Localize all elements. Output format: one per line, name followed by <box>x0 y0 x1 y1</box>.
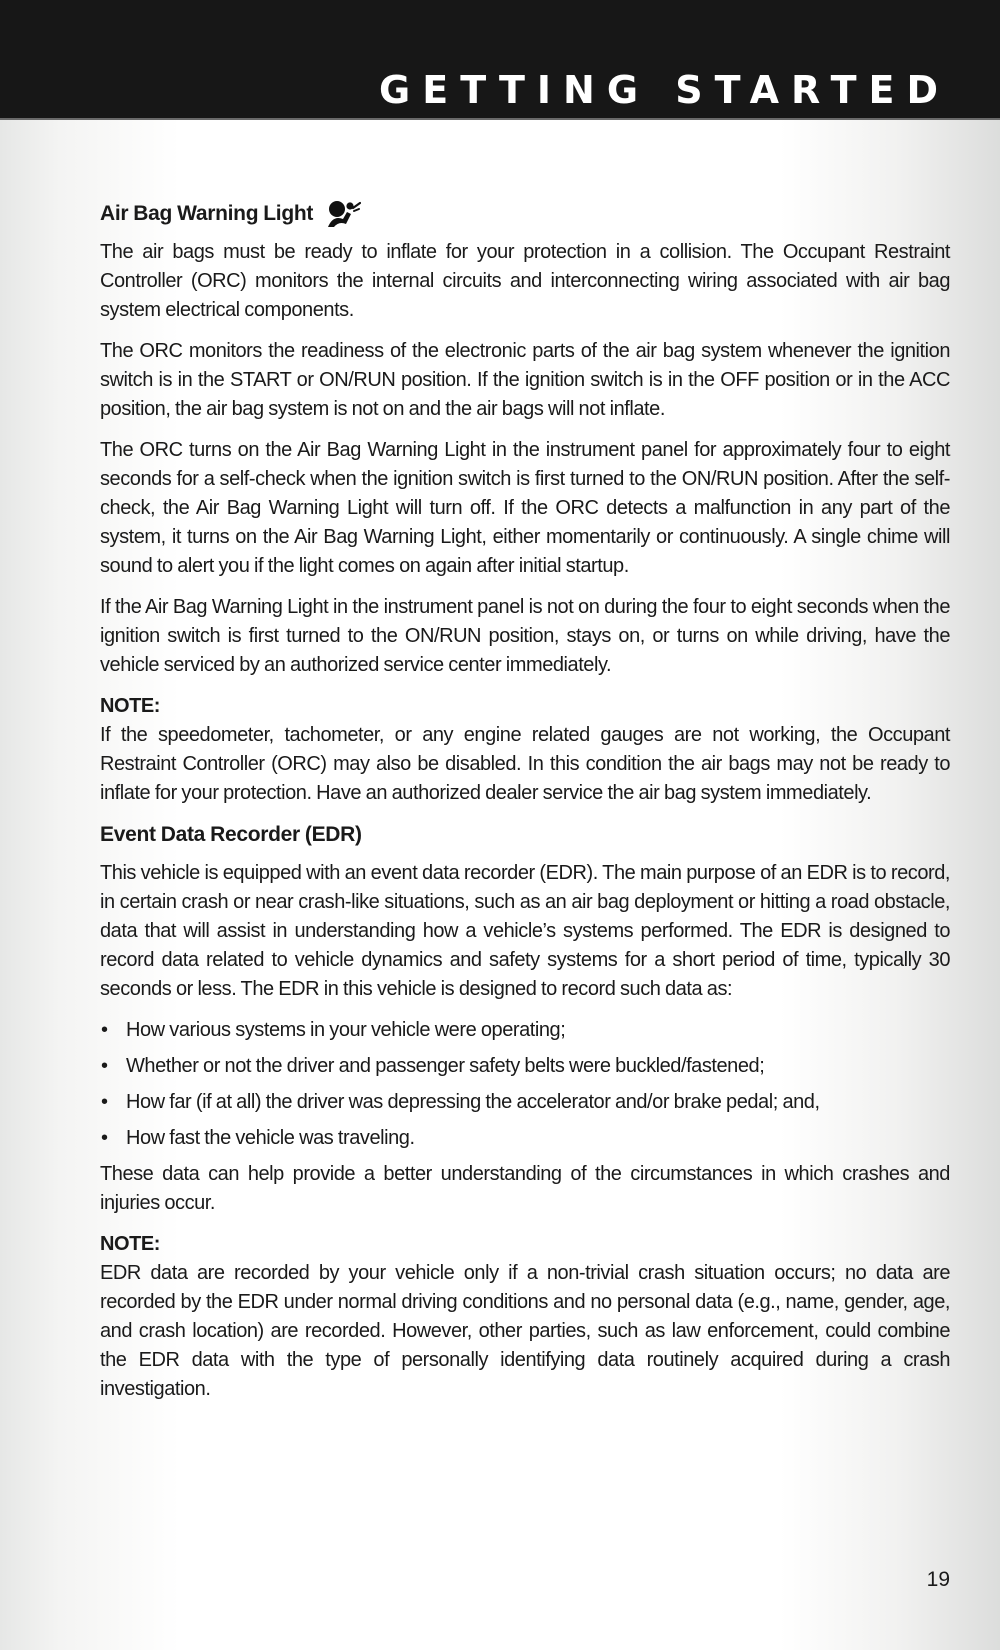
airbag-note-label: NOTE: <box>100 695 160 717</box>
airbag-heading-text: Air Bag Warning Light <box>100 202 314 225</box>
list-item <box>100 1052 950 1081</box>
bullet-icon: • <box>101 1091 108 1113</box>
page-content <box>100 199 950 1416</box>
airbag-paragraph: The ORC turns on the Air Bag Warning Light in the instrument panel for approximately four to eight seconds for a self-check when the ignition switch is first turned to the ON/RUN position. After the self-check, the Air Bag Warning Light will turn off. If the ORC detects a malfunction in any part of the system, it turns on the Air Bag Warning Light, either momentarily or continuously. A single chime will sound to alert you if the light comes on again after initial startup. <box>100 439 950 577</box>
airbag-paragraph: If the Air Bag Warning Light in the instrument panel is not on during the four to eight seconds when the ignition switch is first turned to the ON/RUN position, stays on, or turns on while driving, have the vehicle serviced by an authorized service center immediately. <box>100 596 950 676</box>
airbag-paragraph: The air bags must be ready to inflate for your protection in a collision. The Occupant Restraint Controller (ORC) monitors the internal circuits and interconnecting wiring associated with air bag system electrical components. <box>100 241 950 321</box>
list-item <box>100 1124 950 1153</box>
list-item-text: How far (if at all) the driver was depressing the accelerator and/or brake pedal; and, <box>126 1091 820 1113</box>
edr-bullet-list <box>100 1016 950 1153</box>
list-item-text: How fast the vehicle was traveling. <box>126 1127 415 1149</box>
list-item-text: Whether or not the driver and passenger safety belts were buckled/fastened; <box>126 1055 765 1077</box>
list-item <box>100 1088 950 1117</box>
edr-note-text: EDR data are recorded by your vehicle only if a non-trivial crash situation occurs; no data are recorded by the EDR under normal driving conditions and no personal data (e.g., name, gender, age, and crash location) are recorded. However, other parties, such as law enforcement, could combine the EDR data with the type of personally identifying data routinely acquired during a crash investigation. <box>100 1262 950 1400</box>
bullet-icon: • <box>101 1127 108 1149</box>
airbag-paragraph: The ORC monitors the readiness of the electronic parts of the air bag system whenever the ignition switch is in the START or ON/RUN position. If the ignition switch is in the OFF position or in the ACC position, the air bag system is not on and the air bags will not inflate. <box>100 340 950 420</box>
chapter-title: GETTING STARTED <box>379 68 950 112</box>
edr-closing-paragraph: These data can help provide a better understanding of the circumstances in which crashes and injuries occur. <box>100 1163 950 1214</box>
bullet-icon: • <box>101 1055 108 1077</box>
airbag-warning-icon <box>325 199 361 229</box>
edr-intro-paragraph: This vehicle is equipped with an event data recorder (EDR). The main purpose of an EDR is to record, in certain crash or near crash-like situations, such as an air bag deployment or hitting a road obstacle, data that will assist in understanding how a vehicle’s systems performed. The EDR is designed to record data related to vehicle dynamics and safety systems for a short period of time, typically 30 seconds or less. The EDR in this vehicle is designed to record such data as: <box>100 862 950 1000</box>
edr-note-label: NOTE: <box>100 1233 160 1255</box>
bullet-icon: • <box>101 1019 108 1041</box>
airbag-note-text: If the speedometer, tachometer, or any engine related gauges are not working, the Occupant Restraint Controller (ORC) may also be disabled. In this condition the air bags may not be ready to inflate for your protection. Have an authorized dealer service the air bag system immediately. <box>100 724 950 804</box>
edr-heading-text: Event Data Recorder (EDR) <box>100 823 362 846</box>
page-number: 19 <box>926 1568 950 1591</box>
header-bar <box>0 0 1000 120</box>
edr-section-heading <box>100 820 950 850</box>
list-item <box>100 1016 950 1045</box>
airbag-section-heading <box>100 199 950 229</box>
list-item-text: How various systems in your vehicle were operating; <box>126 1019 566 1041</box>
